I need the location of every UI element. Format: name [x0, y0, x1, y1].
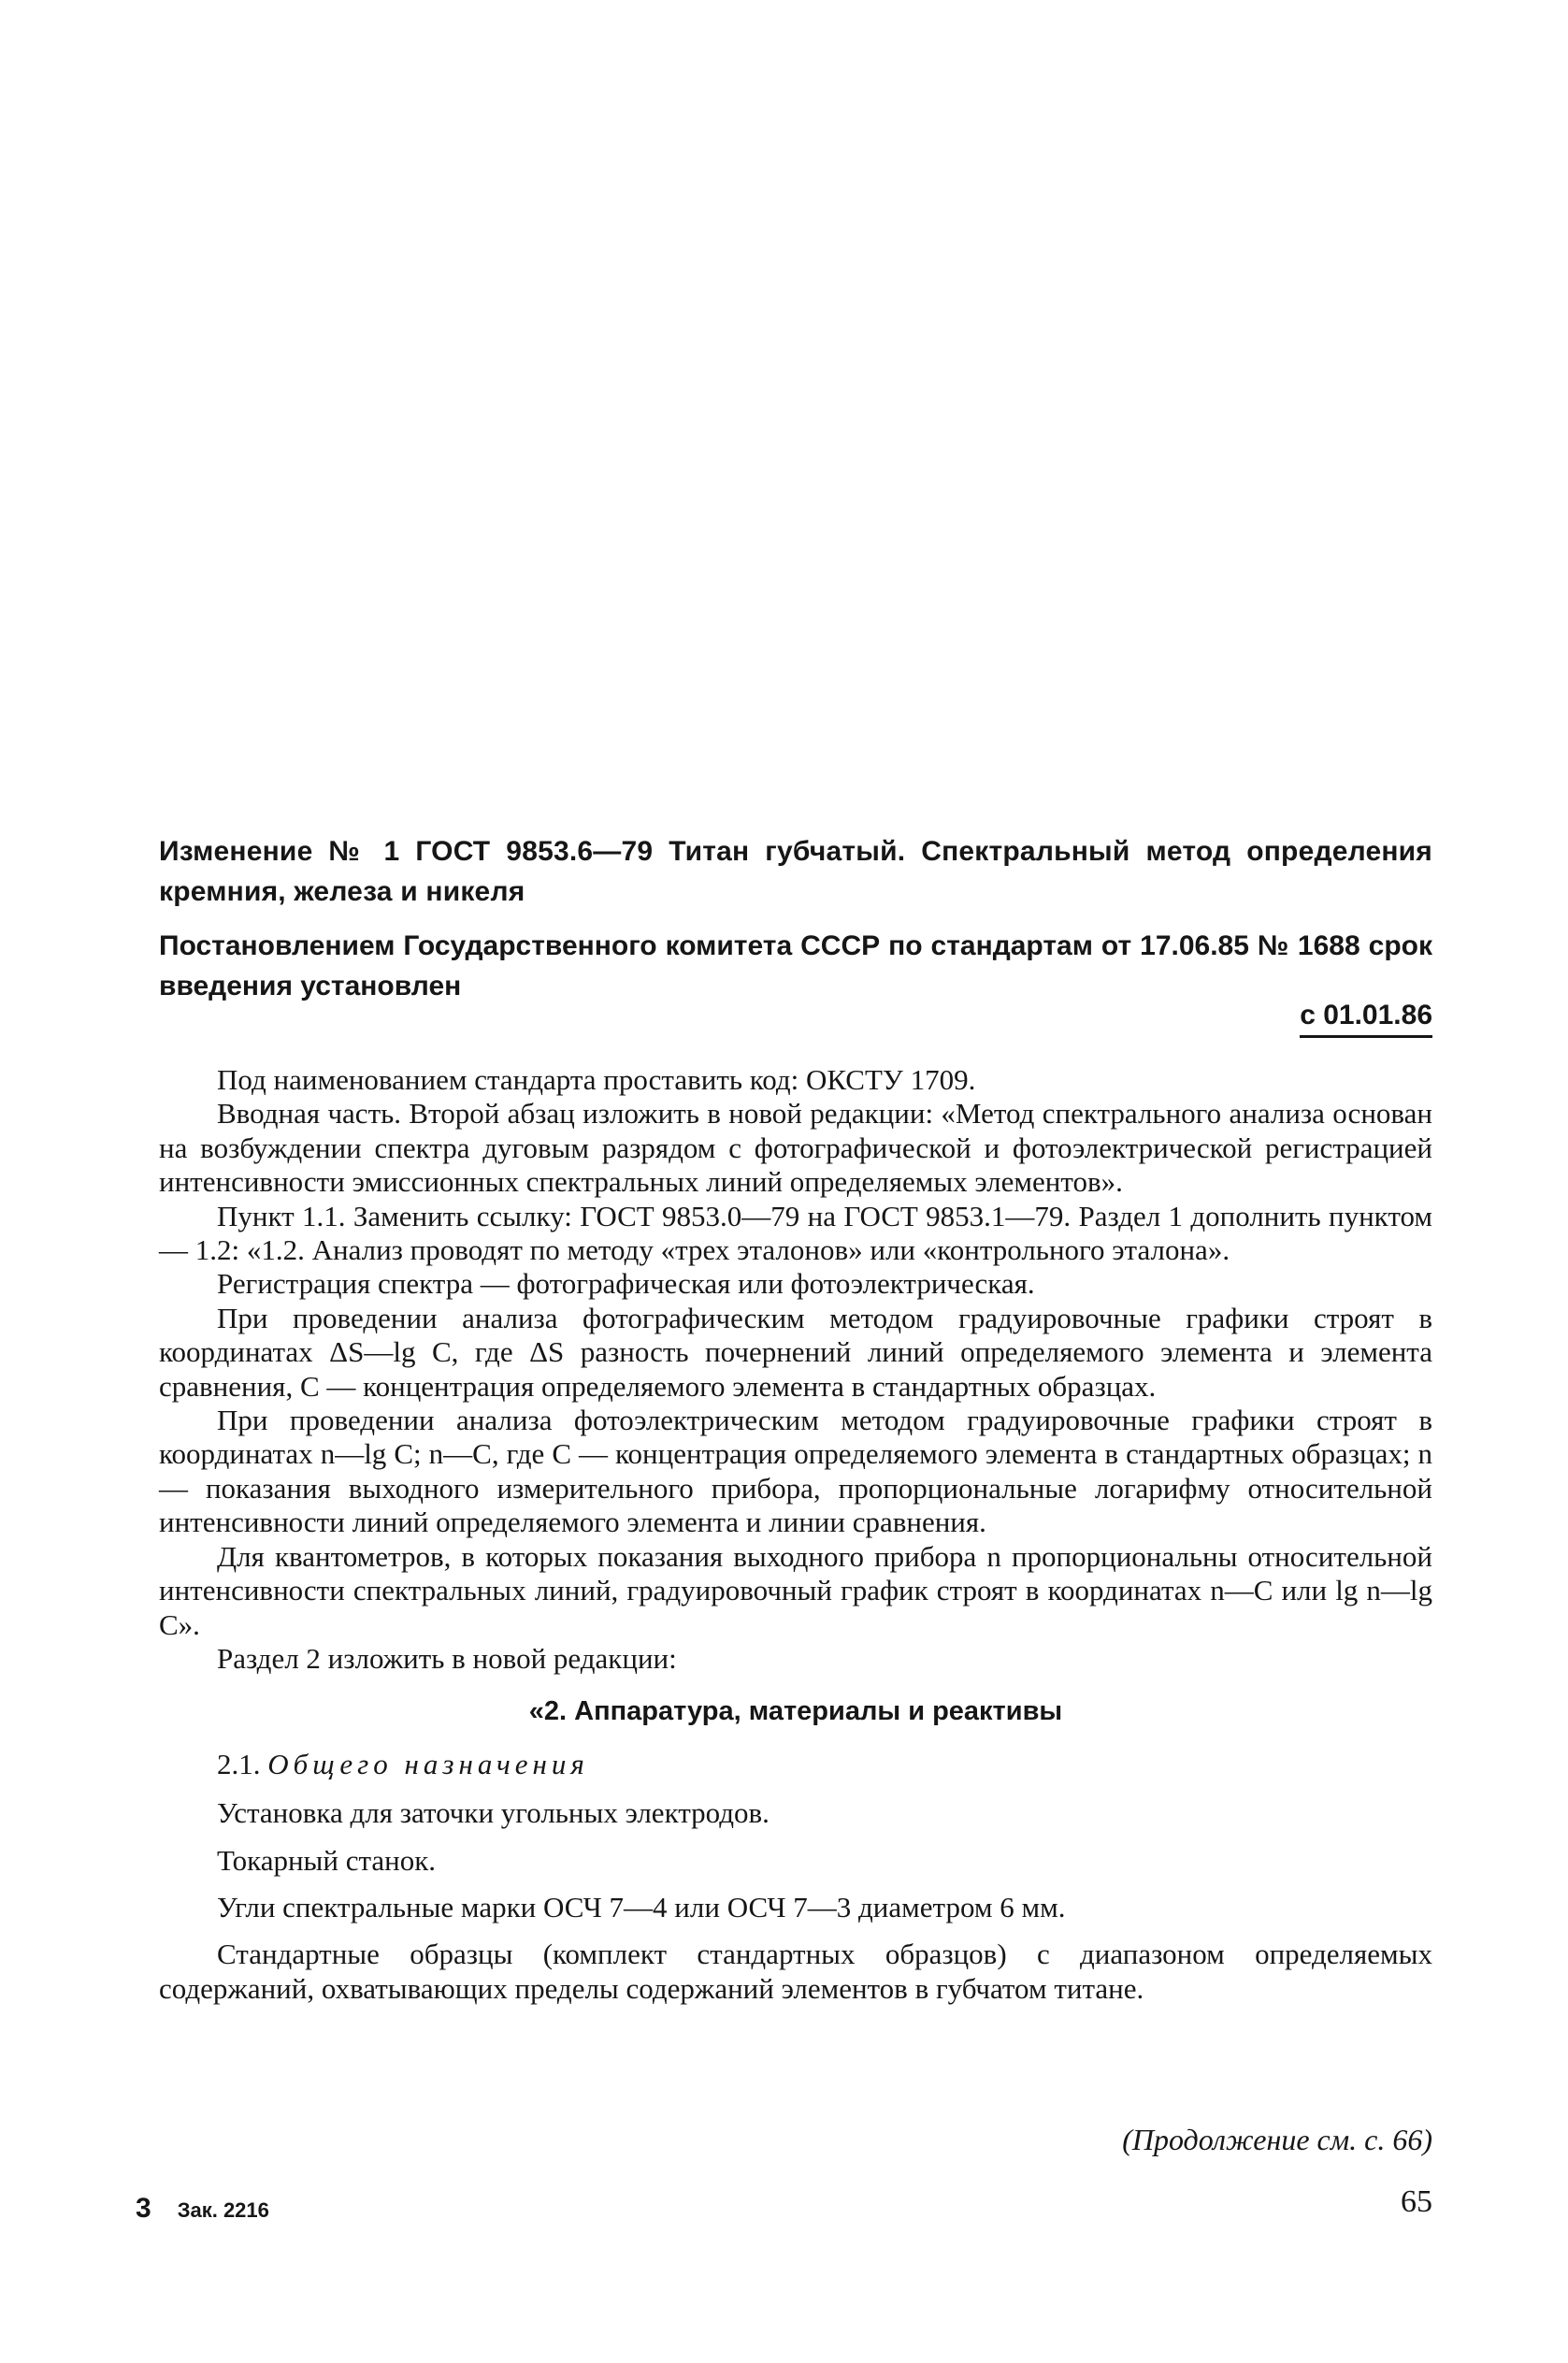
sheet-number: 3 — [136, 2193, 151, 2224]
decree-text: Постановлением Государственного комитета СССР по стандартам от 17.06.85 № 1688 срок введения установлен — [159, 930, 1432, 1001]
paragraph-intro: Вводная часть. Второй абзац изложить в новой редакции: «Метод спектрального анализа основан на возбуждении спектра дуговым разрядом с фотографической и фотоэлектрической регистрацией интенсивности эмиссионных спектральных линий определяемых элементов». — [159, 1097, 1432, 1199]
effective-date: с 01.01.86 — [1300, 997, 1432, 1038]
equipment-item: Токарный станок. — [217, 1843, 437, 1877]
paragraph-section-2-intro: Раздел 2 изложить в новой редакции: — [217, 1641, 677, 1675]
subsection-title: Общего назначения — [267, 1747, 589, 1780]
subsection-number: 2.1. — [217, 1747, 261, 1780]
paragraph-photographic: При проведении анализа фотографическим методом градуировочные графики строят в координатах ΔS—lg C, где ΔS разность почернений линий определяемого элемента и элемента сравнения, C — концентрация определяемого элемента в стандартных образцах. — [159, 1301, 1432, 1403]
paragraph-okstu: Под наименованием стандарта проставить код: ОКСТУ 1709. — [217, 1063, 976, 1096]
section-2-title: «2. Аппаратура, материалы и реактивы — [528, 1696, 1063, 1727]
equipment-item: Установка для заточки угольных электродов. — [217, 1796, 770, 1830]
paragraph-clause-1-1: Пункт 1.1. Заменить ссылку: ГОСТ 9853.0—79 на ГОСТ 9853.1—79. Раздел 1 дополнить пунктом — 1.2: «1.2. Анализ проводят по методу «трех эталонов» или «контрольного эталона». — [159, 1199, 1432, 1267]
paragraph-photoelectric: При проведении анализа фотоэлектрическим методом градуировочные графики строят в координатах n—lg C; n—C, где C — концентрация определяемого элемента в стандартных образцах; n — показания выходного измерительного прибора, пропорциональные логарифму относительной интенсивности линий определяемого элемента и линии сравнения. — [159, 1404, 1432, 1539]
page-number: 65 — [1401, 2184, 1432, 2219]
footer-order — [136, 2193, 269, 2225]
change-title: Изменение № 1 ГОСТ 9853.6—79 Титан губчатый. Спектральный метод определения кремния, железа и никеля — [159, 836, 1432, 907]
paragraph-quantometers: Для квантометров, в которых показания выходного прибора n пропорциональны относительной интенсивности спектральных линий, градуировочный график строят в координатах n—C или lg n—lg C». — [159, 1539, 1432, 1641]
subsection-2-1 — [159, 1748, 1432, 1781]
continuation-note: (Продолжение см. с. 66) — [1122, 2123, 1432, 2156]
equipment-item: Стандартные образцы (комплект стандартных образцов) с диапазоном определяемых содержаний, охватывающих пределы содержаний элементов в губчатом титане. — [159, 1938, 1432, 2005]
order-number: Зак. 2216 — [177, 2198, 269, 2222]
paragraph-registration: Регистрация спектра — фотографическая или фотоэлектрическая. — [217, 1267, 1035, 1301]
equipment-item: Угли спектральные марки ОСЧ 7—4 или ОСЧ 7—3 диаметром 6 мм. — [217, 1890, 1066, 1924]
document-body — [159, 1063, 1432, 2006]
